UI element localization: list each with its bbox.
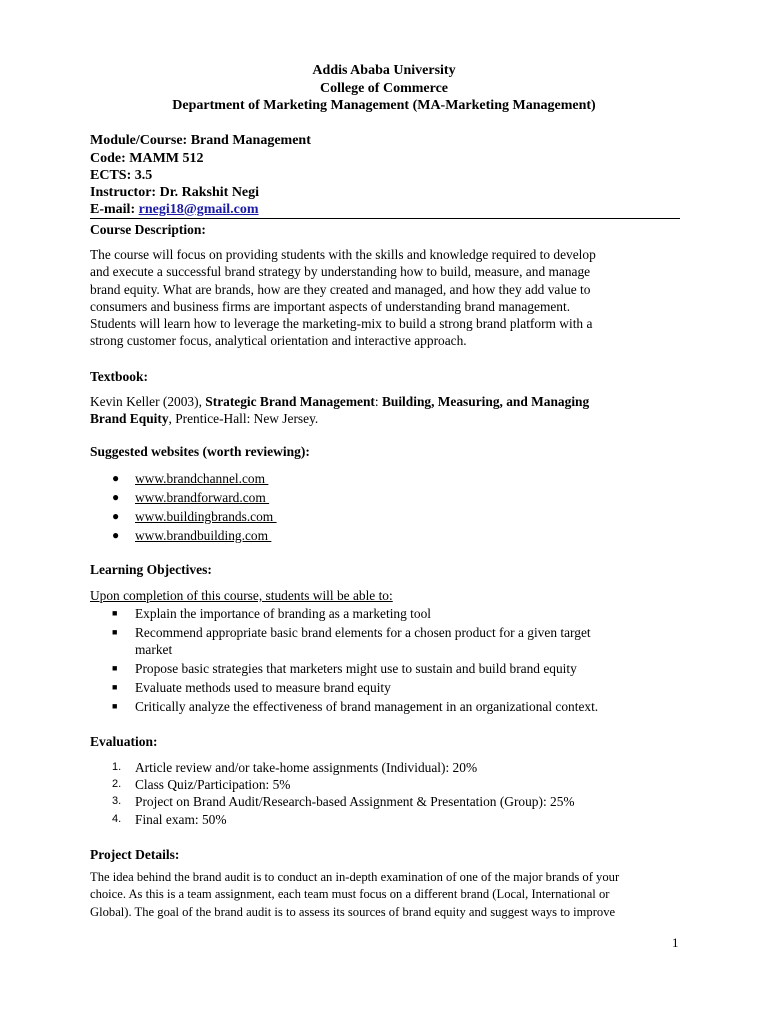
email-link[interactable]: rnegi18@gmail.com [138,202,259,217]
textbook-colon: : [374,394,382,409]
bullet-dot-icon: ● [112,490,120,504]
document-page: Addis Ababa University College of Commerce Department of Marketing Management (MA-Marketing Management) Module/Course: Brand Management Code: MAMM 512 ECTS: 3.5 Instructor: Dr. Rakshit Negi E-mail: rnegi18@gmail.com Course Description: The course will focus on providing students with the skills and knowledge required to develop and execute a successful brand strategy by understanding how to build, measure, and manage brand equity. What are brands, how are they created and managed, and how they add value to consumers and business firms are important aspects of understanding brand management. Students will learn how to leverage the marketing-mix to build a strong brand platform with a strong customer focus, analytical orientation and interactive approach. Textbook: Kevin Keller (2003), Strategic Brand Management: Building, Measuring, and Managing Brand Equity, Prentice-Hall: New Jersey. Suggested websites (worth reviewing): ● www.brandchannel.com ● www.brandforward.com ● www.buildingbrands.com ● www.brandbuilding.com Learning Objectives: Upon completion of this course, students will be able to: ■ Explain the importance of branding as a marketing tool ■ Recommend appropriate basic brand elements for a chosen product for a given target market ■ Propose basic strategies that marketers might use to sustain and build brand equity ■ Evaluate methods used to measure brand equity ■ Critically analyze the effectiveness of brand management in an organizational context. Evaluation: 1. Article review and/or take-home assignments (Individual): 20% 2. Class Quiz/Participation: 5% 3. Project on Brand Audit/Research-based Assignment & Presentation (Group): 25% 4. Final exam: 50% Project Details: The idea behind the brand audit is to conduct an in-depth examination of one of the major brands of your choice. As this is a team assignment, each team must focus on a different brand (Local, International or Global). The goal of the brand audit is to assess its sources of brand equity and suggest ways to improve 1 [0,0,768,1024]
module-line: Module/Course: Brand Management [90,133,311,148]
textbook-publisher: , Prentice-Hall: New Jersey. [168,411,319,426]
textbook-title: Strategic Brand Management [205,394,375,409]
course-description-line: consumers and business firms are important aspects of understanding brand management. [90,298,571,314]
university-name: Addis Ababa University [312,63,456,78]
instructor-line: Instructor: Dr. Rakshit Negi [90,185,260,200]
bullet-dot-icon: ● [112,471,120,485]
textbook-subtitle-part2: Brand Equity [90,411,169,426]
project-details-line: Global). The goal of the brand audit is to assess its sources of brand equity and suggest ways to improve [90,904,616,919]
project-details-line: The idea behind the brand audit is to conduct an in-depth examination of one of the major brands of your [90,870,620,884]
college-name: College of Commerce [319,81,449,96]
course-description-line: brand equity. What are brands, how are they created and managed, and how they add value to [90,281,591,297]
website-link[interactable]: www.brandchannel.com [135,471,269,486]
textbook-line-1 [90,393,670,410]
textbook-line-2 [90,410,670,427]
course-description-text [90,246,670,350]
textbook-author: Kevin Keller (2003), [90,394,206,409]
bullet-dot-icon: ● [112,509,120,523]
square-bullet-icon: ■ [112,663,118,673]
project-details-text [90,869,678,921]
department-name: Department of Marketing Management (MA-Marketing Management) [172,98,596,113]
square-bullet-icon: ■ [112,608,118,618]
email-label: E-mail: [90,202,136,217]
evaluation-heading: Evaluation: [90,734,158,749]
course-description-line: Students will learn how to leverage the marketing-mix to build a strong brand platform with a [90,316,593,332]
textbook-heading: Textbook: [90,369,149,384]
page-number: 1 [672,935,679,950]
course-description-line: The course will focus on providing students with the skills and knowledge required to develop [90,247,596,262]
website-link[interactable]: www.buildingbrands.com [135,509,277,524]
header-divider [90,218,680,219]
textbook-subtitle-part1: Building, Measuring, and Managing [381,394,590,409]
website-link[interactable]: www.brandforward.com [135,490,270,505]
course-description-line: strong customer focus, analytical orientation and interactive approach. [90,333,467,349]
learning-objectives-heading: Learning Objectives: [90,562,212,577]
ects-line: ECTS: 3.5 [90,168,153,183]
websites-heading: Suggested websites (worth reviewing): [90,444,310,459]
code-line: Code: MAMM 512 [90,151,204,166]
course-description-heading: Course Description: [90,222,206,237]
website-link[interactable]: www.brandbuilding.com [135,528,272,543]
bullet-dot-icon: ● [112,528,120,542]
project-details-line: choice. As this is a team assignment, each team must focus on a different brand (Local, International or [90,887,610,902]
email-line [90,201,259,218]
square-bullet-icon: ■ [112,682,118,692]
square-bullet-icon: ■ [112,627,118,637]
project-details-heading: Project Details: [90,847,180,862]
learning-objectives-intro: Upon completion of this course, students will be able to: [90,588,393,603]
course-description-line: and execute a successful brand strategy by understanding how to build, measure, and manage [90,264,591,280]
textbook-citation [90,393,670,427]
square-bullet-icon: ■ [112,701,118,711]
